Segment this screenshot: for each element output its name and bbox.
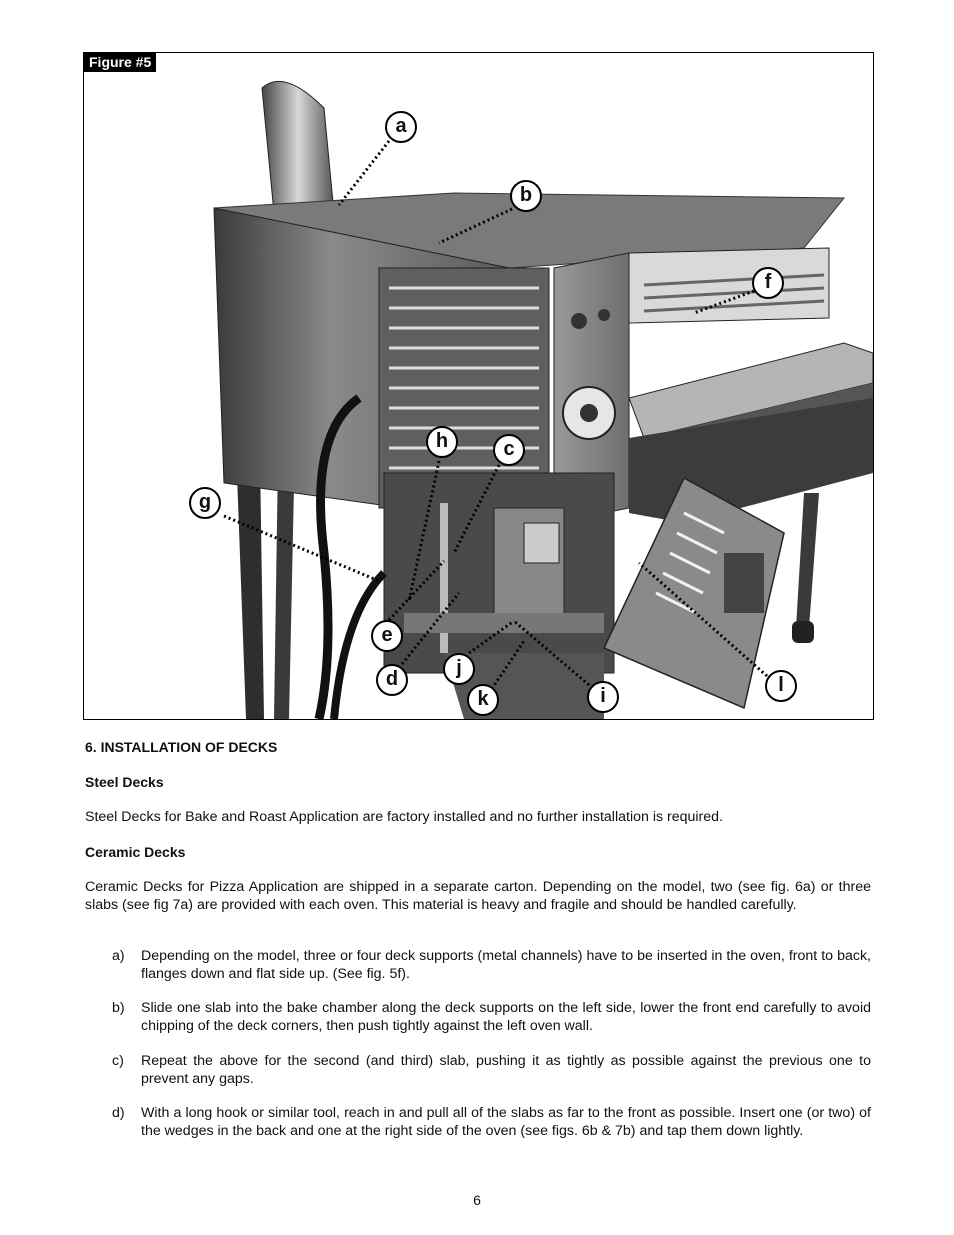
callout-j: j [443, 653, 475, 685]
page-number: 6 [473, 1192, 481, 1208]
figure-label: Figure #5 [84, 53, 156, 72]
oven-photo [84, 53, 873, 719]
flue-pipe [262, 81, 334, 213]
caster [792, 621, 814, 643]
list-marker: c) [112, 1053, 124, 1069]
callout-f: f [752, 267, 784, 299]
list-text: Depending on the model, three or four deck supports (metal channels) have to be inserted in the oven, front to back, flanges down and flat side up. (See fig. 5f). [141, 948, 871, 982]
callout-d: d [376, 664, 408, 696]
ceramic-decks-intro: Ceramic Decks for Pizza Application are shipped in a separate carton. Depending on the model, two (see fig. 6a) or three slabs (see fig 7a) are provided with each oven. This material is heavy and fragile and should be handled carefully. [85, 879, 871, 913]
callout-c: c [493, 434, 525, 466]
list-text: With a long hook or similar tool, reach in and pull all of the slabs as far to the front as possible. Insert one (or two) of the wedges in the back and one at the right side of the oven (see figs. 6b & 7b) and tap them down lightly. [141, 1105, 871, 1139]
section-heading: 6. INSTALLATION OF DECKS [85, 739, 278, 755]
callout-k: k [467, 684, 499, 716]
list-text: Slide one slab into the bake chamber along the deck supports on the left side, lower the front end carefully to avoid chipping of the deck corners, then push tightly against the left oven wall. [141, 1000, 871, 1034]
list-marker: b) [112, 1000, 125, 1016]
callout-g: g [189, 487, 221, 519]
list-item [85, 1105, 871, 1140]
control-switch [571, 313, 587, 329]
oven-leg [796, 493, 819, 628]
control-switch [598, 309, 610, 321]
list-marker: d) [112, 1105, 125, 1121]
callout-b: b [510, 180, 542, 212]
steel-decks-heading: Steel Decks [85, 774, 164, 790]
ceramic-decks-heading: Ceramic Decks [85, 844, 186, 860]
callout-e: e [371, 620, 403, 652]
figure-5 [83, 52, 874, 720]
list-item [85, 1053, 871, 1088]
steel-decks-text: Steel Decks for Bake and Roast Application are factory installed and no further installation is required. [85, 809, 724, 825]
callout-l: l [765, 670, 797, 702]
list-text: Repeat the above for the second (and third) slab, pushing it as tightly as possible against the previous one to prevent any gaps. [141, 1053, 871, 1087]
list-item [85, 948, 871, 983]
list-marker: a) [112, 948, 125, 964]
list-item [85, 1000, 871, 1035]
callout-h: h [426, 426, 458, 458]
callout-i: i [587, 681, 619, 713]
callout-a: a [385, 111, 417, 143]
